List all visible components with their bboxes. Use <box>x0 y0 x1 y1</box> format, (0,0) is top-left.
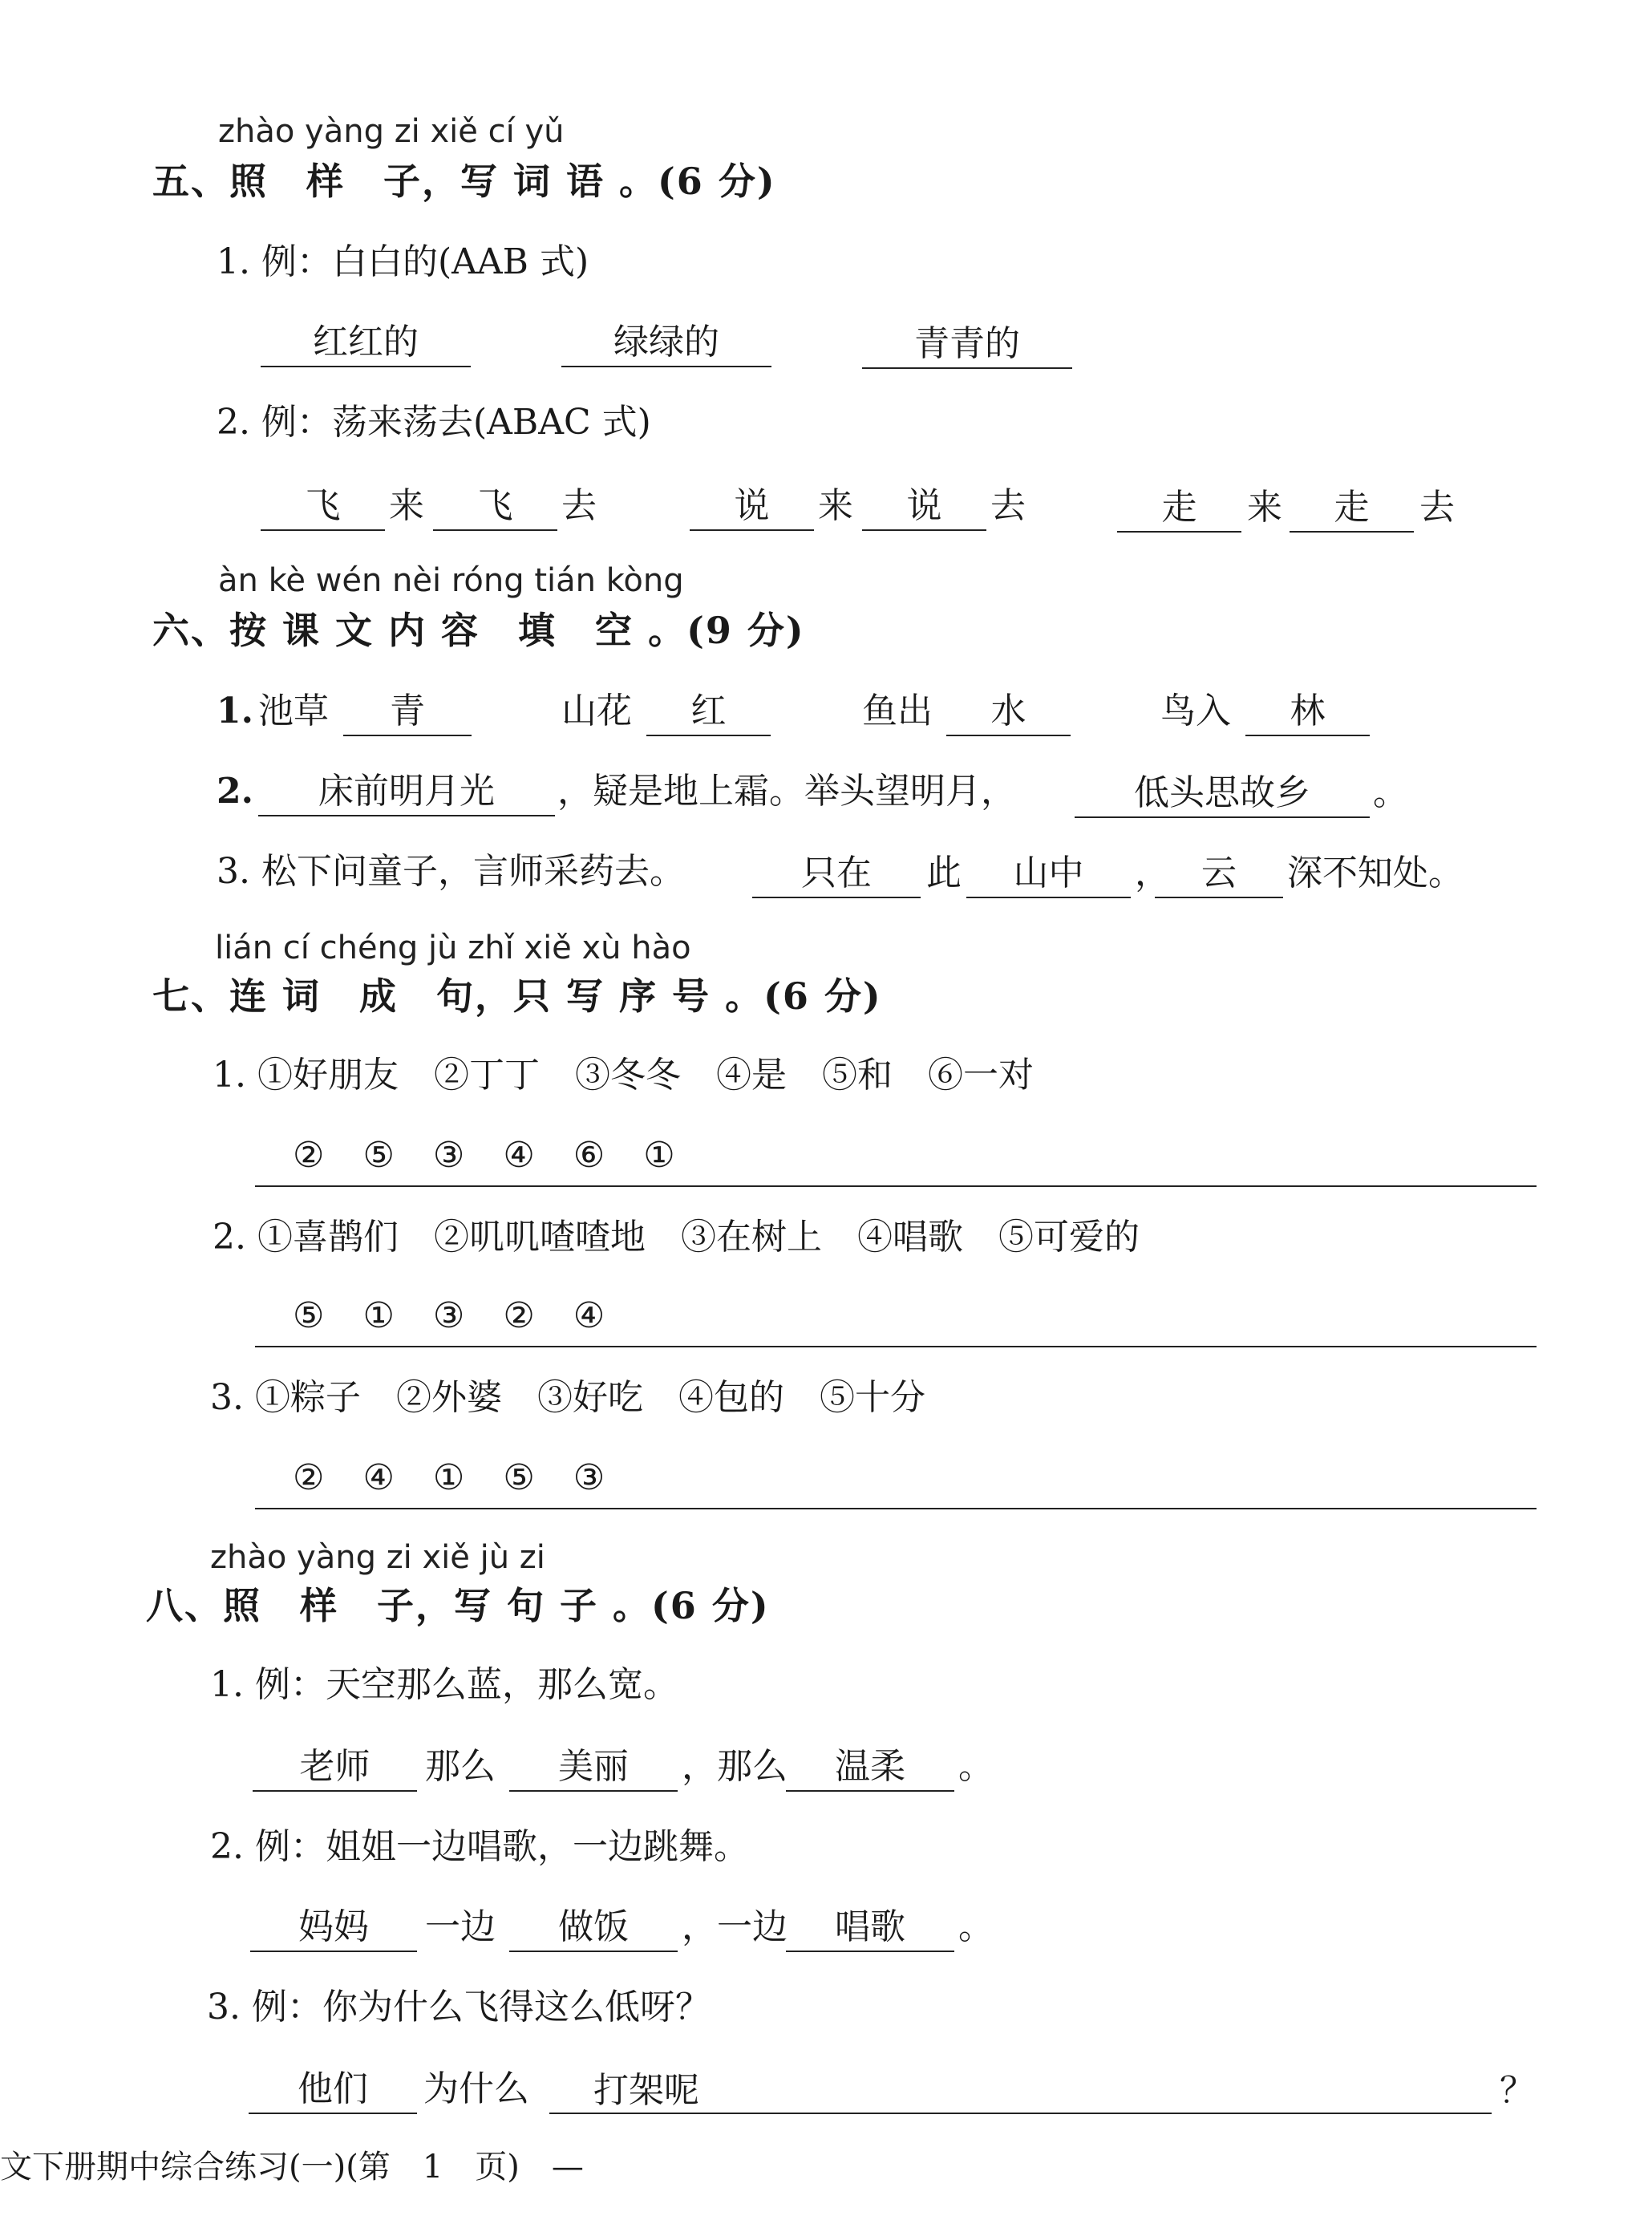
s6-q1-number: 1. <box>217 691 253 731</box>
s7-q1-answer-line <box>255 1185 1537 1187</box>
s7-q2-answer-line <box>255 1346 1537 1347</box>
s5-q2-g3-blank-1[interactable]: 走 <box>1117 484 1241 533</box>
s8-q1-word-2: ，那么 <box>682 1746 788 1787</box>
s6-q1-label-1: 池草 <box>258 691 329 731</box>
s8-q1-end: 。 <box>958 1746 994 1787</box>
s8-q2-answer-2[interactable]: 做饭 <box>509 1904 678 1952</box>
s6-q2-answer-1[interactable]: 床前明月光 <box>258 768 555 816</box>
s7-pinyin: lián cí chéng jù zhǐ xiě xù hào <box>215 930 691 966</box>
s8-q1-prompt: 1. 例：天空那么蓝，那么宽。 <box>210 1664 678 1705</box>
s5-q2-g1-fixed-1: 来 <box>389 485 424 526</box>
s6-q3-lead: 3. 松下问童子，言师采药去。 <box>217 851 685 892</box>
page-footer: 文下册期中综合练习(一)(第 1 页) — <box>0 2149 584 2186</box>
s7-q3-answer-line <box>255 1508 1537 1509</box>
s8-q3-end: ？ <box>1500 2070 1535 2111</box>
s5-q2-g2-blank-2[interactable]: 说 <box>862 483 986 531</box>
s5-q2-g1-blank-1[interactable]: 飞 <box>261 483 385 531</box>
s5-q2-g3-fixed-2: 去 <box>1419 487 1455 528</box>
s7-q3-answer[interactable]: ② ④ ① ⑤ ③ <box>293 1457 607 1498</box>
s8-heading: 八、照 样 子，写 句 子 。(6 分) <box>146 1584 770 1627</box>
s5-q2-g2-blank-1[interactable]: 说 <box>690 483 814 531</box>
s8-pinyin: zhào yàng zi xiě jù zi <box>210 1539 545 1576</box>
s8-q2-word-1: 一边 <box>425 1906 496 1947</box>
s7-q2-prompt: 2. ①喜鹊们 ②叽叽喳喳地 ③在树上 ④唱歌 ⑤可爱的 <box>213 1217 1140 1258</box>
s8-q3-answer-2[interactable]: 打架呢 <box>549 2068 1492 2114</box>
s6-q3-answer-2[interactable]: 山中 <box>966 850 1131 898</box>
s5-q2-g1-blank-2[interactable]: 飞 <box>433 483 557 531</box>
s6-q3-end: 深不知处。 <box>1287 853 1464 893</box>
s6-q3-fixed-1: 此 <box>926 853 962 893</box>
s6-q2-number: 2. <box>217 771 253 812</box>
s8-q1-answer-2[interactable]: 美丽 <box>509 1744 678 1792</box>
s7-q3-prompt: 3. ①粽子 ②外婆 ③好吃 ④包的 ⑤十分 <box>210 1377 925 1418</box>
s6-q1-answer-3[interactable]: 水 <box>946 688 1071 736</box>
s5-heading: 五、照 样 子，写 词 语 。(6 分) <box>152 160 776 203</box>
s5-q2-g2-fixed-1: 来 <box>818 485 853 526</box>
s5-q1-answer-3[interactable]: 青青的 <box>862 321 1072 369</box>
s8-q2-word-2: ，一边 <box>682 1906 788 1947</box>
s5-q1-answer-2[interactable]: 绿绿的 <box>561 319 771 367</box>
s6-q2-answer-2[interactable]: 低头思故乡 <box>1075 770 1370 818</box>
s6-q1-answer-1[interactable]: 青 <box>343 688 472 736</box>
s6-q2-text: ，疑是地上霜。举头望明月， <box>557 771 1016 812</box>
s8-q1-answer-3[interactable]: 温柔 <box>786 1744 954 1792</box>
s8-q3-word-1: 为什么 <box>423 2068 529 2109</box>
s6-q1-label-4: 鸟入 <box>1160 691 1231 731</box>
s7-q2-answer[interactable]: ⑤ ① ③ ② ④ <box>293 1295 607 1336</box>
s8-q2-answer-3[interactable]: 唱歌 <box>786 1904 954 1952</box>
s6-q1-label-2: 山花 <box>561 691 632 731</box>
s5-q2-g3-fixed-1: 来 <box>1247 487 1282 528</box>
s6-q3-answer-3[interactable]: 云 <box>1155 850 1283 898</box>
s6-heading: 六、按 课 文 内 容 填 空 。(9 分) <box>152 609 805 652</box>
s5-q2-g3-blank-2[interactable]: 走 <box>1290 484 1414 533</box>
s5-q2-g2-fixed-2: 去 <box>990 485 1026 526</box>
s5-q1-answer-1[interactable]: 红红的 <box>261 319 471 367</box>
s8-q1-word-1: 那么 <box>425 1746 496 1787</box>
s7-heading: 七、连 词 成 句，只 写 序 号 。(6 分) <box>152 974 882 1018</box>
s8-q3-prompt: 3. 例：你为什么飞得这么低呀？ <box>207 1987 711 2028</box>
s8-q2-answer-1[interactable]: 妈妈 <box>250 1904 417 1952</box>
s5-q2-prompt: 2. 例：荡来荡去(ABAC 式) <box>217 402 651 443</box>
s7-q1-prompt: 1. ①好朋友 ②丁丁 ③冬冬 ④是 ⑤和 ⑥一对 <box>213 1055 1034 1096</box>
s8-q1-answer-1[interactable]: 老师 <box>253 1744 417 1792</box>
s5-pinyin: zhào yàng zi xiě cí yǔ <box>218 113 565 150</box>
s6-q1-answer-2[interactable]: 红 <box>646 688 771 736</box>
s8-q3-answer-1[interactable]: 他们 <box>249 2066 417 2114</box>
s8-q2-prompt: 2. 例：姐姐一边唱歌，一边跳舞。 <box>210 1826 749 1867</box>
s5-q2-g1-fixed-2: 去 <box>561 485 597 526</box>
s7-q1-answer[interactable]: ② ⑤ ③ ④ ⑥ ① <box>293 1135 677 1176</box>
s6-q1-answer-4[interactable]: 林 <box>1245 688 1370 736</box>
s6-q3-answer-1[interactable]: 只在 <box>752 850 921 898</box>
s6-q1-label-3: 鱼出 <box>862 691 933 731</box>
s8-q2-end: 。 <box>958 1906 994 1947</box>
s5-q1-prompt: 1. 例：白白的(AAB 式) <box>217 241 589 282</box>
s6-q2-end: 。 <box>1373 772 1408 813</box>
s6-pinyin: àn kè wén nèi róng tián kòng <box>218 562 684 599</box>
s6-q3-fixed-2: ， <box>1135 853 1170 893</box>
